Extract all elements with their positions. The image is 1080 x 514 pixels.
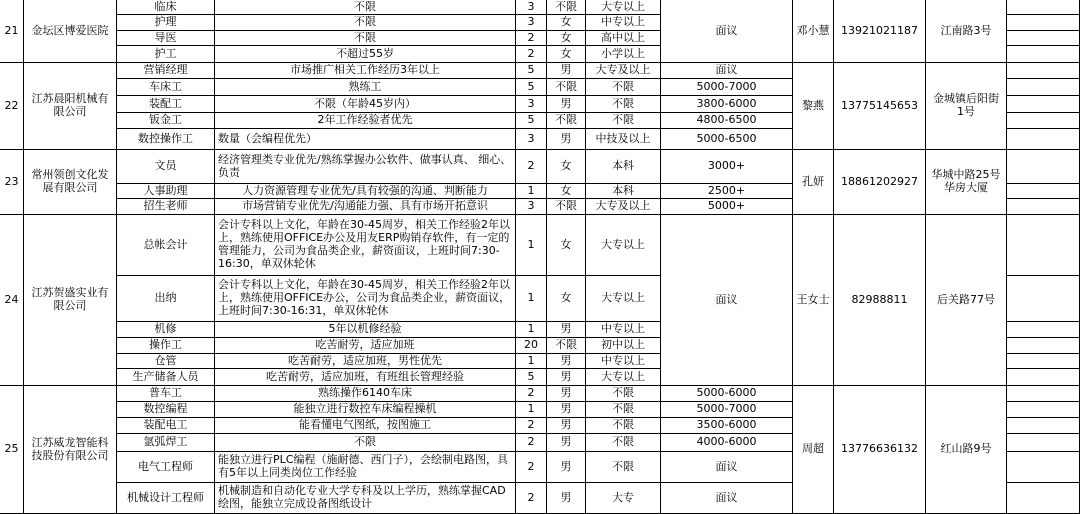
company-address: 江南路3号: [926, 0, 1007, 63]
notes-cell: [1007, 150, 1080, 184]
job-requirement: 熟练工: [215, 79, 516, 96]
education: 不限: [586, 386, 661, 402]
contact-phone: 13776636132: [834, 386, 926, 514]
notes-cell: [1007, 276, 1080, 322]
gender: 不限: [547, 113, 586, 129]
job-requirement: 不限（年龄45岁内）: [215, 96, 516, 113]
job-requirement: 5年以机修经验: [215, 322, 516, 338]
job-requirement: 吃苦耐劳，适应加班，男性优先: [215, 354, 516, 369]
headcount: 2: [516, 434, 547, 452]
job-position: 临床: [117, 0, 215, 15]
notes-cell: [1007, 0, 1080, 15]
education: 大专以上: [586, 215, 661, 276]
company-name: 常州领创文化发 展有限公司: [24, 150, 117, 215]
headcount: 3: [516, 129, 547, 150]
salary: 2500+: [661, 184, 793, 199]
notes-cell: [1007, 338, 1080, 354]
education: 中专以上: [586, 15, 661, 31]
headcount: 1: [516, 184, 547, 199]
job-requirement: 能独立进行数控车床编程操机: [215, 402, 516, 418]
job-requirement: 会计专科以上文化，年龄在30-45周岁，相关工作经验2年以上，熟练使用OFFICE办公，公司为食品类企业，薪资面议，上班时间7:30-16:31，单双休轮休: [215, 276, 516, 322]
job-position: 车床工: [117, 79, 215, 96]
gender: 男: [547, 386, 586, 402]
salary: 面议: [661, 0, 793, 63]
job-position: 钣金工: [117, 113, 215, 129]
contact-phone: 13921021187: [834, 0, 926, 63]
contact-phone: 13775145653: [834, 63, 926, 150]
gender: 男: [547, 418, 586, 434]
job-requirement: 不超过55岁: [215, 46, 516, 63]
notes-cell: [1007, 418, 1080, 434]
headcount: 2: [516, 386, 547, 402]
salary: 5000-7000: [661, 79, 793, 96]
job-position: 机械设计工程师: [117, 483, 215, 514]
salary: 3800-6000: [661, 96, 793, 113]
headcount: 3: [516, 15, 547, 31]
education: 不限: [586, 113, 661, 129]
job-position: 氩弧焊工: [117, 434, 215, 452]
job-position: 导医: [117, 31, 215, 46]
job-position: 总帐会计: [117, 215, 215, 276]
salary: 3500-6000: [661, 418, 793, 434]
job-requirement: 不限: [215, 434, 516, 452]
headcount: 5: [516, 79, 547, 96]
salary: 面议: [661, 452, 793, 483]
salary: 4000-6000: [661, 434, 793, 452]
company-address: 华城中路25号 华房大厦: [926, 150, 1007, 215]
education: 中专以上: [586, 322, 661, 338]
notes-cell: [1007, 483, 1080, 514]
company-address: 红山路9号: [926, 386, 1007, 514]
education: 本科: [586, 150, 661, 184]
job-requirement: 会计专科以上文化，年龄在30-45周岁，相关工作经验2年以上，熟练使用OFFICE办公及用友ERP购销存软件，有一定的管理能力，公司为食品类企业，薪资面议，上班时间7:30-16:30，单双休轮休: [215, 215, 516, 276]
headcount: 1: [516, 276, 547, 322]
gender: 女: [547, 150, 586, 184]
education: 高中以上: [586, 31, 661, 46]
job-requirement: 不限: [215, 15, 516, 31]
job-requirement: 熟练操作6140车床: [215, 386, 516, 402]
education: 不限: [586, 96, 661, 113]
headcount: 2: [516, 452, 547, 483]
headcount: 2: [516, 46, 547, 63]
job-position: 机修: [117, 322, 215, 338]
job-position: 操作工: [117, 338, 215, 354]
job-position: 文员: [117, 150, 215, 184]
gender: 男: [547, 129, 586, 150]
gender: 男: [547, 322, 586, 338]
job-requirement: 2年工作经验者优先: [215, 113, 516, 129]
headcount: 1: [516, 402, 547, 418]
job-position: 数控编程: [117, 402, 215, 418]
gender: 男: [547, 402, 586, 418]
notes-cell: [1007, 63, 1080, 79]
headcount: 3: [516, 199, 547, 215]
notes-cell: [1007, 79, 1080, 96]
salary: 面议: [661, 215, 793, 386]
job-position: 装配工: [117, 96, 215, 113]
notes-cell: [1007, 434, 1080, 452]
company-name: 江苏威龙智能科 技股份有限公司: [24, 386, 117, 514]
notes-cell: [1007, 215, 1080, 276]
contact-person: 周超: [793, 386, 834, 514]
job-position: 人事助理: [117, 184, 215, 199]
education: 大专及以上: [586, 199, 661, 215]
company-address: 后关路77号: [926, 215, 1007, 386]
headcount: 2: [516, 150, 547, 184]
gender: 女: [547, 15, 586, 31]
notes-cell: [1007, 31, 1080, 46]
job-requirement: 能独立进行PLC编程（施耐德、西门子），会绘制电路图，具有5年以上同类岗位工作经验: [215, 452, 516, 483]
contact-person: 王女士: [793, 215, 834, 386]
gender: 男: [547, 434, 586, 452]
job-requirement: 不限: [215, 0, 516, 15]
contact-person: 黎燕: [793, 63, 834, 150]
notes-cell: [1007, 369, 1080, 386]
company-address: 金城镇后阳街 1号: [926, 63, 1007, 150]
education: 不限: [586, 418, 661, 434]
salary: 面议: [661, 483, 793, 514]
notes-cell: [1007, 199, 1080, 215]
gender: 男: [547, 354, 586, 369]
contact-person: 邓小慧: [793, 0, 834, 63]
education: 不限: [586, 434, 661, 452]
gender: 不限: [547, 338, 586, 354]
gender: 男: [547, 369, 586, 386]
contact-person: 孔妍: [793, 150, 834, 215]
education: 中技及以上: [586, 129, 661, 150]
headcount: 1: [516, 354, 547, 369]
notes-cell: [1007, 113, 1080, 129]
notes-cell: [1007, 452, 1080, 483]
job-position: 营销经理: [117, 63, 215, 79]
job-requirement: 经济管理类专业优先/熟练掌握办公软件、做事认真、 细心、负责: [215, 150, 516, 184]
gender: 男: [547, 483, 586, 514]
job-position: 生产储备人员: [117, 369, 215, 386]
gender: 女: [547, 31, 586, 46]
job-requirement: 数量（会编程优先）: [215, 129, 516, 150]
job-position: 仓管: [117, 354, 215, 369]
row-number: 24: [0, 215, 24, 386]
headcount: 5: [516, 369, 547, 386]
education: 大专: [586, 483, 661, 514]
gender: 不限: [547, 79, 586, 96]
row-number: 21: [0, 0, 24, 63]
education: 初中以上: [586, 338, 661, 354]
salary: 5000-7000: [661, 402, 793, 418]
salary: 3000+: [661, 150, 793, 184]
education: 大专及以上: [586, 63, 661, 79]
notes-cell: [1007, 15, 1080, 31]
gender: 男: [547, 96, 586, 113]
gender: 不限: [547, 0, 586, 15]
row-number: 25: [0, 386, 24, 514]
headcount: 1: [516, 215, 547, 276]
job-requirement: 吃苦耐劳，适应加班，有班组长管理经验: [215, 369, 516, 386]
company-name: 金坛区博爱医院: [24, 0, 117, 63]
contact-phone: 18861202927: [834, 150, 926, 215]
job-requirement: 市场营销专业优先/沟通能力强、具有市场开拓意识: [215, 199, 516, 215]
education: 不限: [586, 452, 661, 483]
education: 大专以上: [586, 276, 661, 322]
notes-cell: [1007, 386, 1080, 402]
education: 大专以上: [586, 0, 661, 15]
notes-cell: [1007, 354, 1080, 369]
notes-cell: [1007, 184, 1080, 199]
row-number: 22: [0, 63, 24, 150]
salary: 5000+: [661, 199, 793, 215]
headcount: 3: [516, 96, 547, 113]
gender: 男: [547, 452, 586, 483]
contact-phone: 82988811: [834, 215, 926, 386]
job-position: 普车工: [117, 386, 215, 402]
notes-cell: [1007, 46, 1080, 63]
salary: 5000-6000: [661, 386, 793, 402]
gender: 女: [547, 46, 586, 63]
notes-cell: [1007, 96, 1080, 113]
headcount: 1: [516, 322, 547, 338]
education: 不限: [586, 402, 661, 418]
job-requirement: 机械制造和自动化专业大学专科及以上学历，熟练掌握CAD 绘图，能独立完成设备图纸设计: [215, 483, 516, 514]
education: 大专以上: [586, 369, 661, 386]
gender: 男: [547, 63, 586, 79]
headcount: 3: [516, 0, 547, 15]
education: 中专以上: [586, 354, 661, 369]
job-position: 电气工程师: [117, 452, 215, 483]
gender: 女: [547, 184, 586, 199]
headcount: 2: [516, 483, 547, 514]
job-requirement: 不限: [215, 31, 516, 46]
gender: 不限: [547, 199, 586, 215]
job-position: 出纳: [117, 276, 215, 322]
job-requirement: 能看懂电气图纸，按图施工: [215, 418, 516, 434]
education: 小学以上: [586, 46, 661, 63]
company-name: 江苏贺盛实业有 限公司: [24, 215, 117, 386]
job-requirement: 吃苦耐劳，适应加班: [215, 338, 516, 354]
job-position: 装配电工: [117, 418, 215, 434]
gender: 女: [547, 215, 586, 276]
job-requirement: 人力资源管理专业优先/具有较强的沟通、判断能力: [215, 184, 516, 199]
notes-cell: [1007, 129, 1080, 150]
gender: 女: [547, 276, 586, 322]
headcount: 2: [516, 418, 547, 434]
headcount: 5: [516, 63, 547, 79]
headcount: 5: [516, 113, 547, 129]
notes-cell: [1007, 322, 1080, 338]
salary: 5000-6500: [661, 129, 793, 150]
job-position: 护工: [117, 46, 215, 63]
job-requirement: 市场推广相关工作经历3年以上: [215, 63, 516, 79]
salary: 4800-6500: [661, 113, 793, 129]
education: 不限: [586, 79, 661, 96]
education: 本科: [586, 184, 661, 199]
notes-cell: [1007, 402, 1080, 418]
row-number: 23: [0, 150, 24, 215]
headcount: 2: [516, 31, 547, 46]
job-position: 护理: [117, 15, 215, 31]
job-position: 数控操作工: [117, 129, 215, 150]
job-position: 招生老师: [117, 199, 215, 215]
headcount: 20: [516, 338, 547, 354]
salary: 面议: [661, 63, 793, 79]
company-name: 江苏晨阳机械有 限公司: [24, 63, 117, 150]
